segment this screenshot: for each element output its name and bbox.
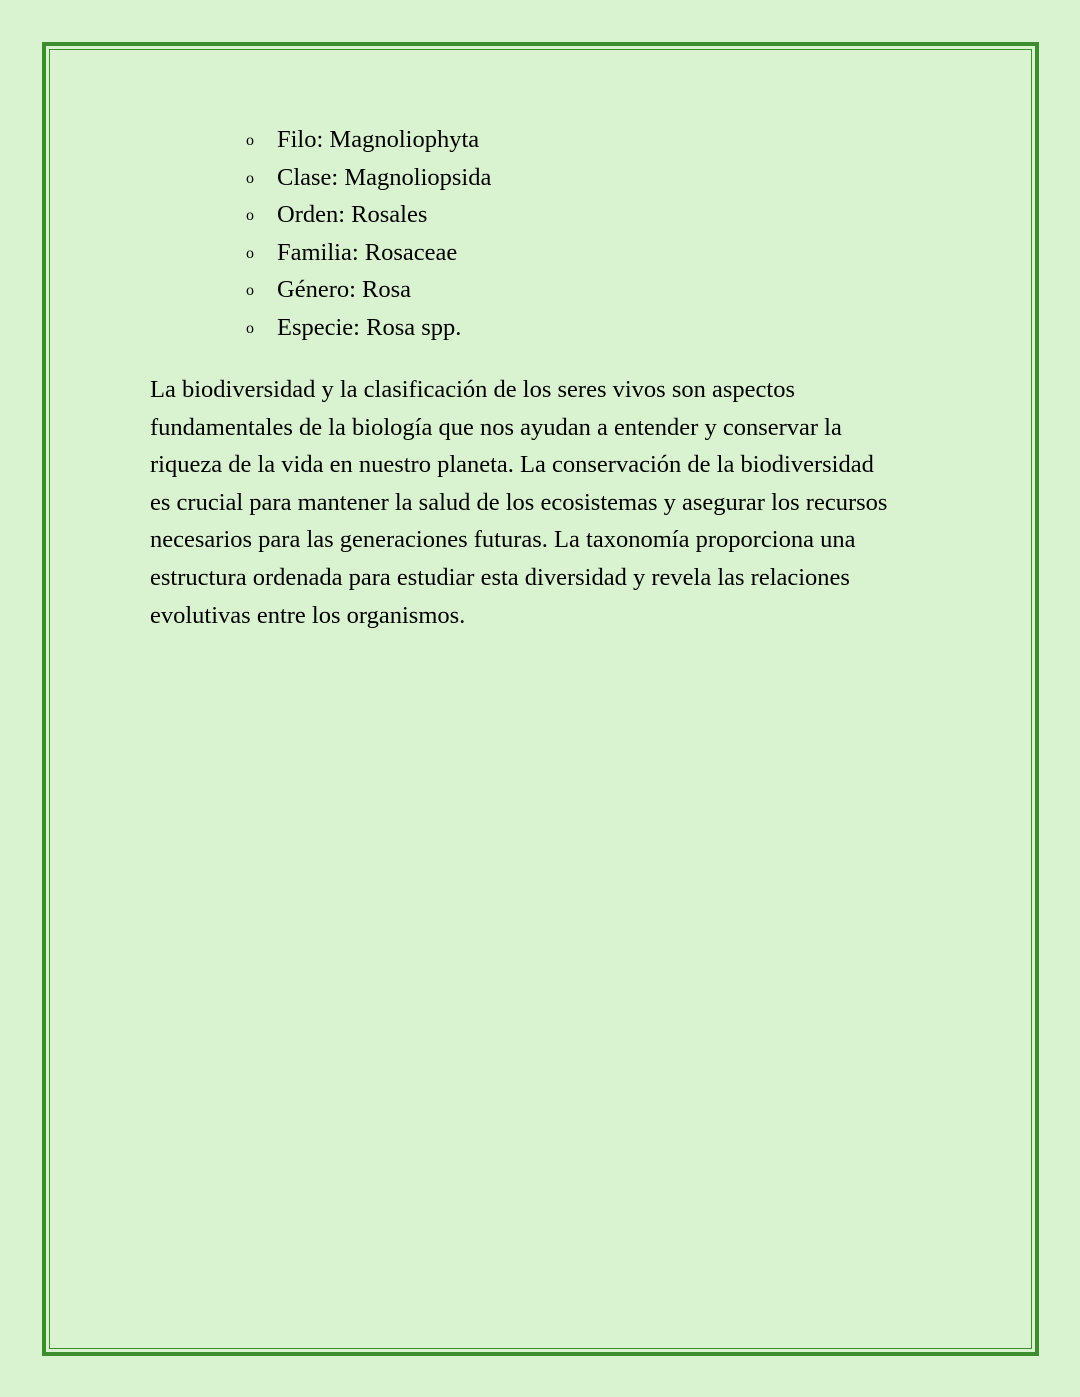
paragraph-line: evolutivas entre los organismos. [150, 601, 466, 629]
taxonomy-especie: Especie: Rosa spp. [277, 313, 462, 341]
taxonomy-genero: Género: Rosa [277, 276, 412, 304]
taxonomy-familia: Familia: Rosaceae [277, 238, 458, 266]
paragraph-line: estructura ordenada para estudiar esta diversidad y revela las relaciones [150, 563, 850, 591]
paragraph-line: riqueza de la vida en nuestro planeta. La conservación de la biodiversidad [150, 451, 874, 479]
list-item [240, 234, 491, 272]
bullet-icon: o [246, 244, 254, 262]
taxonomy-list [240, 121, 491, 347]
conclusion-paragraph [150, 371, 940, 634]
page-border [42, 42, 1039, 1356]
paragraph-line: necesarios para las generaciones futuras. La taxonomía proporciona una [150, 526, 856, 554]
bullet-icon: o [246, 132, 254, 149]
list-item [240, 271, 491, 309]
paragraph-line: La biodiversidad y la clasificación de los seres vivos son aspectos [150, 376, 795, 403]
bullet-icon: o [246, 207, 254, 225]
taxonomy-orden: Orden: Rosales [277, 201, 428, 229]
list-item [240, 159, 491, 197]
list-item [240, 196, 491, 234]
list-item [240, 309, 491, 347]
taxonomy-filo: Filo: Magnoliophyta [277, 126, 480, 153]
list-item [240, 121, 491, 159]
bullet-icon: o [246, 319, 254, 337]
taxonomy-clase: Clase: Magnoliopsida [277, 163, 492, 191]
paragraph-line: es crucial para mantener la salud de los ecosistemas y asegurar los recursos [150, 488, 888, 516]
bullet-icon: o [246, 282, 254, 300]
bullet-icon: o [246, 169, 254, 187]
paragraph-line: fundamentales de la biología que nos ayudan a entender y conservar la [150, 413, 842, 441]
